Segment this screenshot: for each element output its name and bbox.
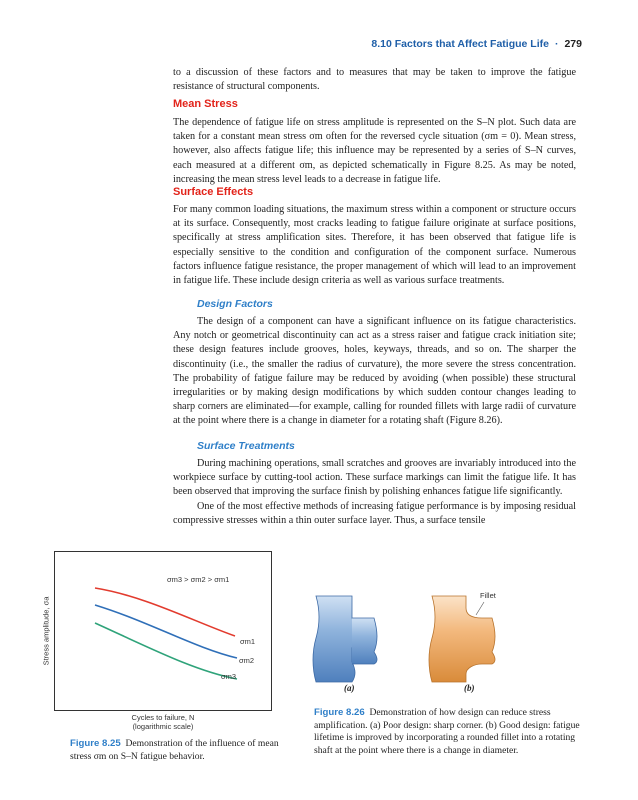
surface-effects-heading: Surface Effects bbox=[173, 186, 254, 198]
figure-8-25-caption-text: Demonstration of the influence of mean stress σm on S–N fatigue behavior. bbox=[70, 738, 279, 762]
fillet-leader-line bbox=[476, 602, 484, 615]
figure-8-25-caption bbox=[70, 738, 280, 763]
surface-effects-paragraph: For many common loading situations, the maximum stress within a component or structure occurs at its surface. Consequently, most cracks leading to fatigue failure originate at surface positions, specifically at stress amplification sites. Therefore, it has been observed that fatigue life is especially sensitive to the condition and configuration of the component surface. Numerous factors influence fatigue resistance, the proper management of which will lead to an improvement in fatigue life. These include design criteria as well as various surface treatments. bbox=[173, 204, 576, 287]
running-header bbox=[371, 38, 582, 50]
panel-a-label: (a) bbox=[344, 683, 355, 693]
shaft-rounded-fillet bbox=[429, 596, 495, 682]
figure-8-25-frame bbox=[54, 551, 272, 711]
surface-treatments-paragraph-1: During machining operations, small scratches and grooves are invariably introduced into the workpiece surface by cutting-tool action. These surface markings can limit the fatigue life. It has been observed that improving the surface finish by polishing enhances fatigue life significantly. bbox=[173, 458, 576, 498]
curve-label-m2: σm2 bbox=[239, 656, 255, 665]
figure-8-26-caption bbox=[314, 707, 582, 757]
surface-treatments-heading: Surface Treatments bbox=[197, 440, 295, 452]
intro-paragraph: to a discussion of these factors and to measures that may be taken to improve the fatigue resistance of structural components. bbox=[173, 67, 576, 93]
mean-stress-paragraph: The dependence of fatigue life on stress amplitude is represented on the S–N plot. Such data are taken for a constant mean stress σm often for the reversed cycle situation (σm = 0). Mean stress, however, also affects fatigue life; this influence may be represented by a series of S–N curves, each measured at a different σm, as depicted schematically in Figure 8.25. As may be noted, increasing the mean stress level leads to a decrease in fatigue life. bbox=[173, 117, 576, 185]
curve-label-m3: σm3 bbox=[221, 672, 237, 681]
curve-label-m1: σm1 bbox=[240, 637, 256, 646]
sn-curves-chart bbox=[55, 552, 270, 709]
figure-8-26-illustration bbox=[304, 588, 554, 698]
x-axis-label bbox=[54, 713, 272, 731]
curve-sigma-m2 bbox=[95, 605, 237, 658]
x-axis-label-line-2: (logarithmic scale) bbox=[132, 722, 194, 731]
shaft-diagrams bbox=[304, 588, 554, 698]
section-title: 8.10 Factors that Affect Fatigue Life bbox=[371, 38, 549, 50]
design-factors-heading: Design Factors bbox=[197, 298, 273, 310]
figure-8-26-label: Figure 8.26 bbox=[314, 707, 365, 718]
panel-b-label: (b) bbox=[464, 683, 475, 693]
figure-8-25-label: Figure 8.25 bbox=[70, 738, 121, 749]
surface-treatments-paragraph-2: One of the most effective methods of increasing fatigue performance is by imposing residual compressive stresses within a thin outer surface layer. Thus, a surface tensile bbox=[173, 501, 576, 527]
x-axis-label-line-1: Cycles to failure, N bbox=[131, 713, 195, 722]
y-axis-label: Stress amplitude, σa bbox=[41, 596, 51, 666]
design-factors-paragraph: The design of a component can have a significant influence on its fatigue characteristics. Any notch or geometrical discontinuity can act as a stress raiser and fatigue crack initiation site; these design features include grooves, holes, keyways, threads, and so on. The sharper the discontinuity (i.e., the smaller the radius of curvature), the more severe the stress concentration. The probability of fatigue failure may be reduced by avoiding (when possible) these structural irregularities or by making design modifications by which sudden contour changes leading to sharp corners are eliminated—for example, calling for rounded fillets with large radii of curvature at the point where there is a change in diameter for a rotating shaft (Figure 8.26). bbox=[173, 316, 576, 427]
fillet-label: Fillet bbox=[480, 591, 496, 600]
header-separator: · bbox=[554, 38, 559, 50]
mean-stress-heading: Mean Stress bbox=[173, 98, 238, 110]
figure-8-26-caption-text: Demonstration of how design can reduce stress amplification. (a) Poor design: sharp corner. (b) Good design: fatigue lifetime is improved by incorporating a rounded fillet into a rotating shaft at the point where there is a change in diameter. bbox=[314, 707, 580, 756]
page-number: 279 bbox=[564, 38, 582, 50]
shaft-sharp-corner bbox=[313, 596, 377, 682]
mean-stress-relation-label: σm3 > σm2 > σm1 bbox=[167, 575, 230, 584]
